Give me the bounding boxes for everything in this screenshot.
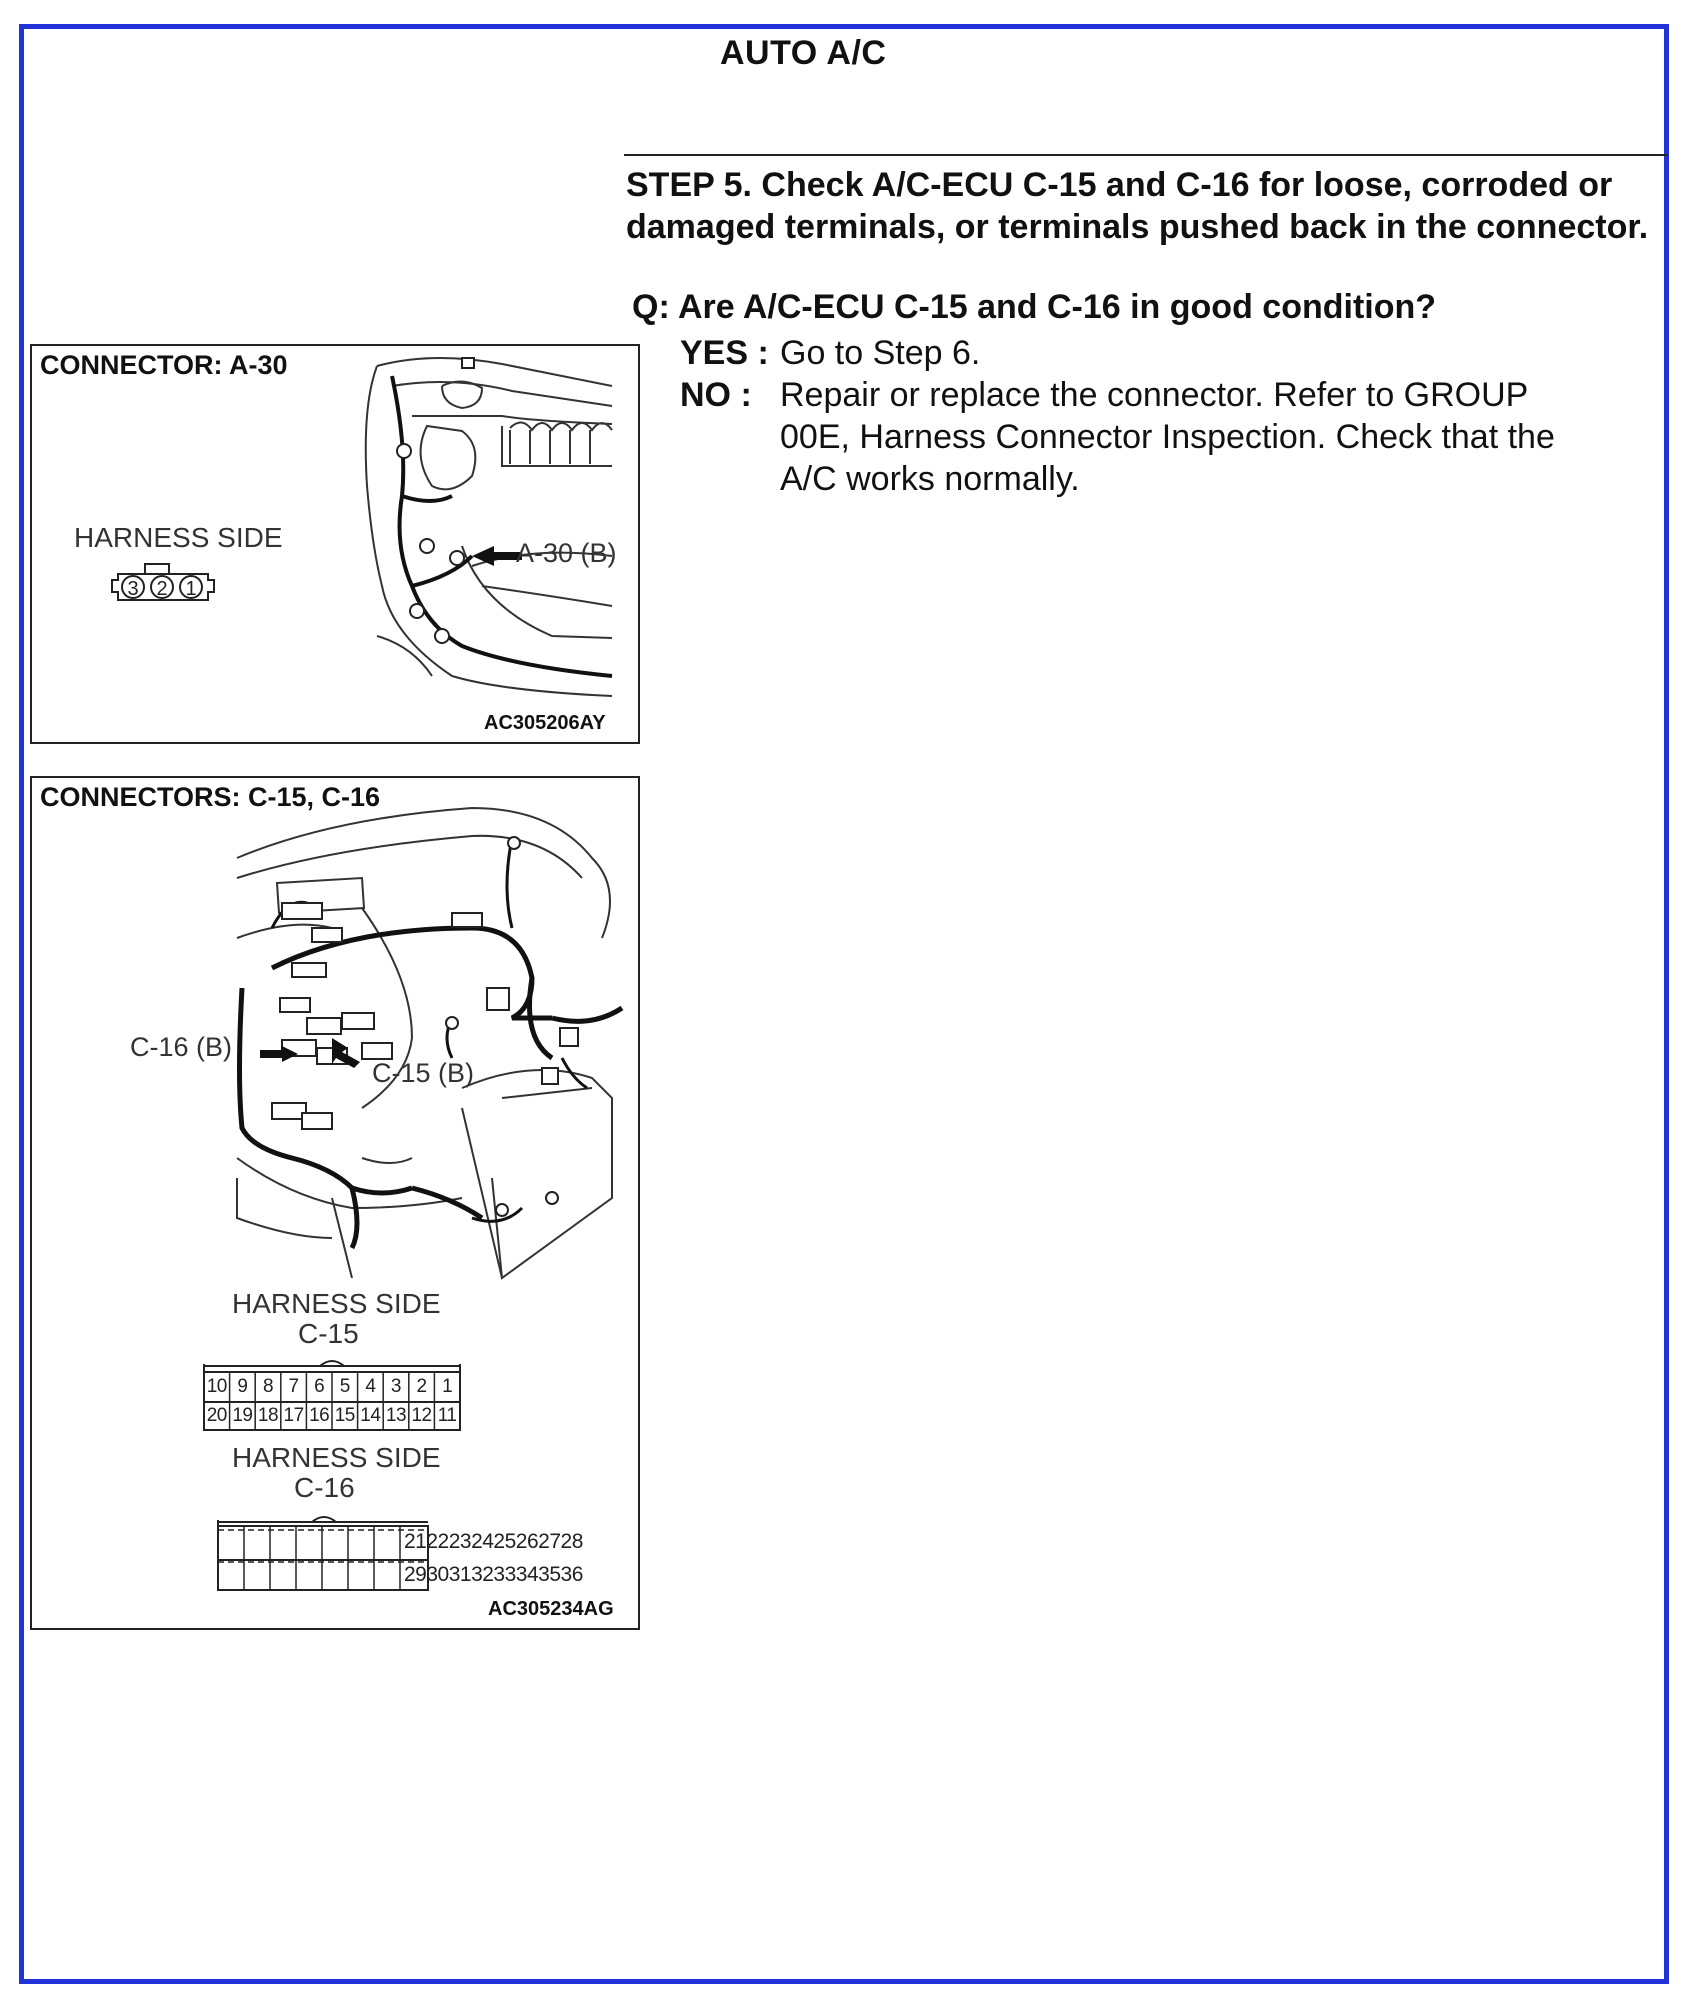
c15-pin-12: 12	[411, 1405, 432, 1426]
c15-pin-20: 20	[206, 1405, 227, 1426]
answer-yes-text: Go to Step 6.	[780, 334, 981, 372]
c15-harness-label: HARNESS SIDE	[232, 1288, 441, 1319]
c15-pin-15: 15	[334, 1405, 355, 1426]
answer-yes	[680, 332, 980, 374]
step-heading: STEP 5. Check A/C-ECU C-15 and C-16 for loose, corroded or damaged terminals, or terminals pushed back in the connector.	[626, 166, 1649, 246]
c15-pin-16: 16	[309, 1405, 330, 1426]
figure-connectors-c15-c16	[30, 776, 640, 1630]
c15-pin-row-top	[204, 1374, 460, 1402]
answer-no-label: NO :	[680, 376, 752, 414]
connector-c16-diagram	[218, 1517, 428, 1590]
a30-pin-2: 2	[156, 578, 168, 600]
c15-pin-19: 19	[232, 1405, 253, 1426]
c15-pin-17: 17	[283, 1405, 304, 1426]
header-rule	[624, 154, 1668, 156]
c16-harness-label: HARNESS SIDE	[232, 1442, 441, 1473]
callout-c16: C-16 (B)	[130, 1032, 233, 1062]
c15-pin-1: 1	[442, 1376, 453, 1397]
c15-pin-4: 4	[365, 1376, 376, 1397]
c15-pin-6: 6	[314, 1376, 325, 1397]
c15-pin-14: 14	[360, 1405, 381, 1426]
c15-pin-13: 13	[385, 1405, 407, 1426]
c15-connector-name: C-15	[298, 1318, 359, 1349]
c15-pin-7: 7	[288, 1376, 299, 1397]
harness-side-label: HARNESS SIDE	[74, 522, 283, 553]
callout-a30: A-30 (B)	[516, 538, 617, 568]
c16-connector-name: C-16	[294, 1472, 355, 1503]
a30-pin-3: 3	[127, 578, 139, 600]
c15-pin-8: 8	[262, 1376, 274, 1397]
c15-pin-9: 9	[237, 1376, 248, 1397]
figure-code: AC305206AY	[484, 712, 606, 734]
figure-code: AC305234AG	[488, 1598, 614, 1620]
figure-title: CONNECTOR: A-30	[40, 350, 288, 380]
figure-connector-a30	[30, 344, 640, 744]
answer-yes-label: YES :	[680, 334, 769, 372]
answer-no	[680, 374, 1600, 500]
page-title: AUTO A/C	[720, 34, 887, 72]
a30-pin-1: 1	[185, 578, 197, 600]
callout-c15: C-15 (B)	[372, 1058, 475, 1088]
answer-no-text: Repair or replace the connector. Refer to GROUP 00E, Harness Connector Inspection. Check that the A/C works normally.	[780, 376, 1555, 498]
c15-pin-11: 11	[437, 1405, 457, 1426]
c15-pin-3: 3	[390, 1376, 401, 1397]
c15-pin-5: 5	[339, 1376, 350, 1397]
c15-pin-10: 10	[206, 1376, 227, 1397]
c15-pin-2: 2	[416, 1376, 427, 1397]
c15-pin-18: 18	[257, 1405, 279, 1426]
c15-pin-row-bottom	[204, 1403, 460, 1429]
c16-pin-row-top: 2122232425262728	[404, 1530, 583, 1553]
c16-pin-row-bottom: 2930313233343536	[404, 1563, 583, 1586]
step-question: Q: Are A/C-ECU C-15 and C-16 in good condition?	[632, 288, 1437, 326]
figure-title: CONNECTORS: C-15, C-16	[40, 782, 381, 812]
